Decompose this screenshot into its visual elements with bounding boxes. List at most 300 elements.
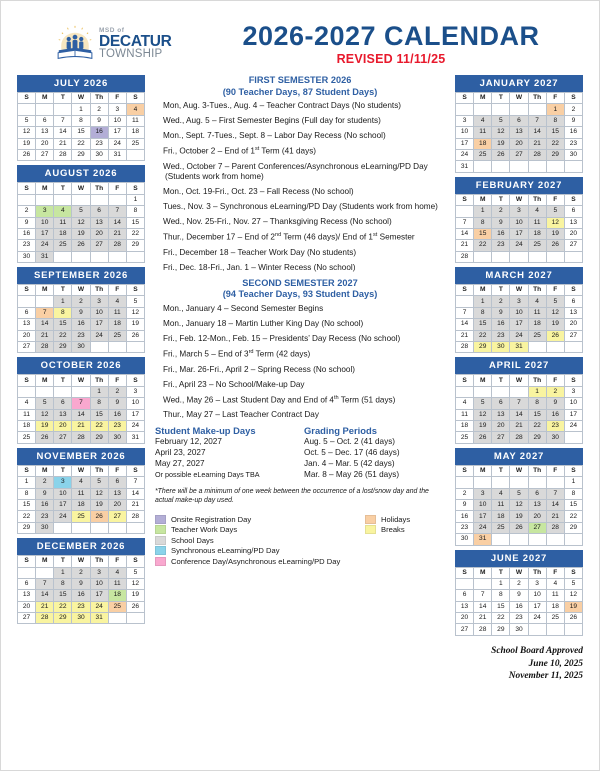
empty-day-cell bbox=[510, 477, 528, 488]
day-cell: 21 bbox=[474, 613, 492, 624]
month-grid bbox=[17, 284, 145, 353]
month-title: APRIL 2027 bbox=[455, 357, 583, 374]
day-cell: 9 bbox=[456, 499, 474, 510]
day-cell: 24 bbox=[564, 420, 582, 431]
day-cell: 22 bbox=[474, 330, 492, 341]
weekday-header: F bbox=[546, 194, 564, 205]
day-cell: 24 bbox=[474, 522, 492, 533]
day-cell: 6 bbox=[18, 307, 36, 318]
day-cell: 9 bbox=[36, 488, 54, 499]
day-cell: 26 bbox=[126, 601, 144, 612]
day-cell: 2 bbox=[36, 477, 54, 488]
day-cell: 9 bbox=[546, 398, 564, 409]
weekday-header: M bbox=[474, 465, 492, 476]
empty-day-cell bbox=[108, 251, 126, 262]
calendar-body bbox=[17, 75, 583, 683]
approval-line-3: November 11, 2025 bbox=[508, 671, 583, 682]
day-cell: 3 bbox=[528, 578, 546, 589]
day-cell: 11 bbox=[546, 590, 564, 601]
day-cell: 10 bbox=[510, 217, 528, 228]
weekday-header: W bbox=[72, 183, 90, 194]
empty-day-cell bbox=[18, 194, 36, 205]
event-item: Mon., January 4 – Second Semester Begins bbox=[163, 303, 324, 313]
day-cell: 5 bbox=[18, 115, 36, 126]
day-cell: 30 bbox=[72, 342, 90, 353]
day-cell: 18 bbox=[126, 127, 144, 138]
logo-decatur-text: DECATUR bbox=[99, 33, 172, 51]
event-item: Mon., Oct. 19-Fri., Oct. 23 – Fall Recess (No school) bbox=[163, 187, 354, 197]
weekday-header: M bbox=[36, 93, 54, 104]
day-cell: 1 bbox=[474, 296, 492, 307]
day-cell: 27 bbox=[528, 522, 546, 533]
day-cell: 24 bbox=[108, 138, 126, 149]
day-cell: 29 bbox=[18, 522, 36, 533]
weekday-header: F bbox=[546, 465, 564, 476]
legend-swatch-school bbox=[155, 536, 166, 545]
empty-day-cell bbox=[54, 251, 72, 262]
day-cell: 4 bbox=[546, 578, 564, 589]
day-cell: 17 bbox=[528, 601, 546, 612]
weekday-header: W bbox=[72, 93, 90, 104]
day-cell: 4 bbox=[528, 206, 546, 217]
day-cell: 12 bbox=[36, 409, 54, 420]
empty-day-cell bbox=[36, 567, 54, 578]
day-cell: 3 bbox=[510, 296, 528, 307]
day-cell: 20 bbox=[492, 420, 510, 431]
empty-day-cell bbox=[72, 194, 90, 205]
legend-item bbox=[155, 546, 355, 555]
day-cell: 12 bbox=[510, 499, 528, 510]
empty-day-cell bbox=[510, 104, 528, 115]
day-cell: 5 bbox=[510, 488, 528, 499]
day-cell: 25 bbox=[528, 240, 546, 251]
day-cell: 20 bbox=[564, 228, 582, 239]
day-cell: 21 bbox=[72, 420, 90, 431]
day-cell: 14 bbox=[72, 409, 90, 420]
day-cell: 23 bbox=[90, 138, 108, 149]
day-cell: 12 bbox=[546, 307, 564, 318]
day-cell: 6 bbox=[510, 115, 528, 126]
week-row bbox=[456, 161, 583, 172]
weekday-header: S bbox=[564, 285, 582, 296]
right-month-column bbox=[455, 75, 583, 683]
day-cell: 14 bbox=[456, 228, 474, 239]
legend-swatch-work bbox=[155, 525, 166, 534]
month-grid bbox=[455, 567, 583, 636]
day-cell: 6 bbox=[564, 296, 582, 307]
day-cell: 22 bbox=[564, 511, 582, 522]
empty-day-cell bbox=[474, 104, 492, 115]
day-cell: 24 bbox=[36, 240, 54, 251]
weekday-header: M bbox=[474, 194, 492, 205]
day-cell: 2 bbox=[546, 386, 564, 397]
day-cell: 9 bbox=[510, 590, 528, 601]
empty-day-cell bbox=[18, 296, 36, 307]
day-cell: 24 bbox=[54, 511, 72, 522]
month-block bbox=[17, 538, 145, 624]
day-cell: 19 bbox=[510, 511, 528, 522]
week-row bbox=[18, 206, 145, 217]
day-cell: 25 bbox=[528, 330, 546, 341]
day-cell: 10 bbox=[36, 217, 54, 228]
week-row bbox=[456, 127, 583, 138]
empty-day-cell bbox=[492, 477, 510, 488]
week-row bbox=[18, 104, 145, 115]
weekday-header: S bbox=[126, 93, 144, 104]
day-cell: 11 bbox=[72, 488, 90, 499]
weekday-header: S bbox=[126, 375, 144, 386]
day-cell: 9 bbox=[90, 115, 108, 126]
day-cell: 5 bbox=[36, 398, 54, 409]
weekday-header: S bbox=[456, 465, 474, 476]
list-line: February 12, 2027 bbox=[155, 437, 222, 447]
approval-line-2: June 10, 2025 bbox=[528, 658, 583, 669]
month-block bbox=[455, 177, 583, 263]
day-cell: 19 bbox=[72, 228, 90, 239]
weekday-header: F bbox=[546, 93, 564, 104]
day-cell: 12 bbox=[90, 488, 108, 499]
day-cell: 4 bbox=[474, 115, 492, 126]
day-cell: 31 bbox=[90, 613, 108, 624]
day-cell: 30 bbox=[36, 522, 54, 533]
month-grid bbox=[17, 465, 145, 534]
day-cell: 7 bbox=[126, 477, 144, 488]
month-title: JANUARY 2027 bbox=[455, 75, 583, 92]
day-cell: 24 bbox=[126, 420, 144, 431]
day-cell: 11 bbox=[528, 217, 546, 228]
day-cell: 30 bbox=[546, 432, 564, 443]
event-item: Fri., Mar. 26-Fri., April 2 – Spring Recess (No school) bbox=[163, 364, 356, 374]
day-cell: 17 bbox=[126, 409, 144, 420]
day-cell: 7 bbox=[510, 398, 528, 409]
day-cell: 20 bbox=[456, 613, 474, 624]
day-cell: 30 bbox=[492, 342, 510, 353]
week-row bbox=[456, 522, 583, 533]
day-cell: 22 bbox=[492, 613, 510, 624]
weekday-header: S bbox=[18, 465, 36, 476]
month-block bbox=[455, 448, 583, 546]
legend-item bbox=[155, 557, 355, 566]
day-cell: 30 bbox=[456, 534, 474, 545]
weekday-header: Th bbox=[528, 567, 546, 578]
day-cell: 20 bbox=[510, 138, 528, 149]
weekday-header: F bbox=[108, 93, 126, 104]
weekday-header: T bbox=[54, 285, 72, 296]
weekday-header: W bbox=[510, 194, 528, 205]
day-cell: 21 bbox=[456, 330, 474, 341]
day-cell: 20 bbox=[54, 420, 72, 431]
day-cell: 27 bbox=[18, 613, 36, 624]
day-cell: 16 bbox=[18, 228, 36, 239]
day-cell: 19 bbox=[36, 420, 54, 431]
week-row bbox=[456, 149, 583, 160]
day-cell: 22 bbox=[126, 228, 144, 239]
day-cell: 7 bbox=[474, 590, 492, 601]
day-cell: 3 bbox=[126, 386, 144, 397]
day-cell: 6 bbox=[90, 206, 108, 217]
day-cell: 28 bbox=[456, 342, 474, 353]
week-row bbox=[456, 330, 583, 341]
day-cell: 4 bbox=[108, 567, 126, 578]
day-cell: 12 bbox=[18, 127, 36, 138]
day-cell: 11 bbox=[456, 409, 474, 420]
empty-day-cell bbox=[474, 578, 492, 589]
week-row bbox=[456, 228, 583, 239]
weekday-header: W bbox=[72, 465, 90, 476]
day-cell: 9 bbox=[72, 307, 90, 318]
day-cell: 26 bbox=[546, 330, 564, 341]
empty-day-cell bbox=[546, 161, 564, 172]
weekday-header: M bbox=[36, 375, 54, 386]
day-cell: 6 bbox=[492, 398, 510, 409]
week-row bbox=[18, 432, 145, 443]
day-cell: 28 bbox=[108, 240, 126, 251]
weekday-header: F bbox=[108, 465, 126, 476]
week-row bbox=[18, 511, 145, 522]
list-line: Mar. 8 – May 26 (51 days) bbox=[304, 469, 400, 479]
day-cell: 4 bbox=[54, 206, 72, 217]
day-cell: 14 bbox=[546, 499, 564, 510]
day-cell: 22 bbox=[90, 420, 108, 431]
month-block bbox=[17, 357, 145, 443]
second-semester-title: SECOND SEMESTER 2027 bbox=[242, 277, 358, 288]
empty-day-cell bbox=[492, 534, 510, 545]
month-title: FEBRUARY 2027 bbox=[455, 177, 583, 194]
week-row bbox=[18, 330, 145, 341]
week-row bbox=[18, 488, 145, 499]
empty-day-cell bbox=[492, 251, 510, 262]
event-item: Wed., Aug. 5 – First Semester Begins (Full day for students) bbox=[163, 116, 381, 125]
month-grid bbox=[455, 194, 583, 263]
day-cell: 22 bbox=[528, 420, 546, 431]
day-cell: 9 bbox=[72, 578, 90, 589]
day-cell: 19 bbox=[474, 420, 492, 431]
day-cell: 16 bbox=[546, 409, 564, 420]
day-cell: 28 bbox=[126, 511, 144, 522]
week-row bbox=[456, 386, 583, 397]
day-cell: 16 bbox=[492, 319, 510, 330]
day-cell: 2 bbox=[72, 567, 90, 578]
day-cell: 13 bbox=[36, 127, 54, 138]
day-cell: 11 bbox=[126, 115, 144, 126]
makeup-heading: Student Make-up Days bbox=[155, 425, 256, 437]
week-row bbox=[456, 319, 583, 330]
week-row bbox=[18, 149, 145, 160]
weekday-header: W bbox=[72, 375, 90, 386]
week-row bbox=[456, 409, 583, 420]
month-block bbox=[455, 75, 583, 173]
day-cell: 10 bbox=[564, 398, 582, 409]
day-cell: 2 bbox=[18, 206, 36, 217]
day-cell: 3 bbox=[564, 386, 582, 397]
second-semester-event-list bbox=[155, 304, 445, 421]
week-row bbox=[18, 398, 145, 409]
day-cell: 8 bbox=[90, 398, 108, 409]
empty-day-cell bbox=[456, 477, 474, 488]
empty-day-cell bbox=[528, 624, 546, 635]
empty-day-cell bbox=[456, 578, 474, 589]
day-cell: 17 bbox=[90, 590, 108, 601]
day-cell: 8 bbox=[126, 206, 144, 217]
weekday-header: T bbox=[492, 194, 510, 205]
day-cell: 4 bbox=[72, 477, 90, 488]
day-cell: 8 bbox=[564, 488, 582, 499]
day-cell: 14 bbox=[474, 601, 492, 612]
day-cell: 10 bbox=[90, 307, 108, 318]
grading-lines bbox=[304, 437, 445, 480]
day-cell: 12 bbox=[126, 578, 144, 589]
month-title: SEPTEMBER 2026 bbox=[17, 267, 145, 284]
day-cell: 8 bbox=[54, 307, 72, 318]
day-cell: 23 bbox=[492, 330, 510, 341]
day-cell: 31 bbox=[510, 342, 528, 353]
weekday-header: W bbox=[510, 375, 528, 386]
day-cell: 7 bbox=[36, 307, 54, 318]
day-cell: 29 bbox=[546, 149, 564, 160]
day-cell: 18 bbox=[456, 420, 474, 431]
day-cell: 23 bbox=[72, 330, 90, 341]
day-cell: 23 bbox=[492, 240, 510, 251]
weekday-header: M bbox=[474, 375, 492, 386]
day-cell: 14 bbox=[126, 488, 144, 499]
day-cell: 5 bbox=[72, 206, 90, 217]
empty-day-cell bbox=[546, 477, 564, 488]
month-title: MARCH 2027 bbox=[455, 267, 583, 284]
grading-heading: Grading Periods bbox=[304, 425, 377, 437]
day-cell: 20 bbox=[108, 499, 126, 510]
legend-swatch-conf bbox=[155, 557, 166, 566]
week-row bbox=[18, 613, 145, 624]
revised-badge: REVISED 11/11/25 bbox=[336, 52, 446, 67]
day-cell: 27 bbox=[564, 330, 582, 341]
weekday-header: S bbox=[18, 285, 36, 296]
day-cell: 13 bbox=[564, 307, 582, 318]
day-cell: 19 bbox=[18, 138, 36, 149]
week-row bbox=[456, 511, 583, 522]
day-cell: 31 bbox=[456, 161, 474, 172]
month-grid bbox=[455, 284, 583, 353]
day-cell: 24 bbox=[456, 149, 474, 160]
day-cell: 16 bbox=[456, 511, 474, 522]
weekday-header: S bbox=[456, 567, 474, 578]
week-row bbox=[456, 477, 583, 488]
weekday-header: Th bbox=[528, 285, 546, 296]
day-cell: 3 bbox=[90, 296, 108, 307]
day-cell: 15 bbox=[564, 499, 582, 510]
day-cell: 4 bbox=[108, 296, 126, 307]
day-cell: 9 bbox=[492, 307, 510, 318]
legend-label: Conference Day/Asynchronous eLearning/PD Day bbox=[171, 556, 341, 566]
weekday-header: S bbox=[564, 194, 582, 205]
day-cell: 27 bbox=[18, 342, 36, 353]
legend-item bbox=[365, 515, 410, 524]
week-row bbox=[18, 342, 145, 353]
event-item: Fri., Dec. 18-Fri., Jan. 1 – Winter Recess (No school) bbox=[163, 262, 356, 272]
day-cell: 2 bbox=[492, 206, 510, 217]
event-item: Thur., May 27 – Last Teacher Contract Day bbox=[163, 410, 319, 420]
day-cell: 15 bbox=[54, 319, 72, 330]
list-line: Jan. 4 – Mar. 5 (42 days) bbox=[304, 459, 395, 469]
day-cell: 7 bbox=[54, 115, 72, 126]
day-cell: 20 bbox=[18, 601, 36, 612]
day-cell: 22 bbox=[474, 240, 492, 251]
weekday-header: S bbox=[456, 93, 474, 104]
day-cell: 13 bbox=[456, 601, 474, 612]
day-cell: 20 bbox=[18, 330, 36, 341]
day-cell: 17 bbox=[54, 499, 72, 510]
week-row bbox=[456, 104, 583, 115]
empty-day-cell bbox=[456, 386, 474, 397]
day-cell: 14 bbox=[510, 409, 528, 420]
empty-day-cell bbox=[564, 534, 582, 545]
day-cell: 11 bbox=[108, 307, 126, 318]
day-cell: 10 bbox=[126, 398, 144, 409]
day-cell: 17 bbox=[108, 127, 126, 138]
empty-day-cell bbox=[36, 296, 54, 307]
weekday-header: M bbox=[36, 556, 54, 567]
decatur-township-seal-icon bbox=[55, 24, 95, 64]
empty-day-cell bbox=[474, 477, 492, 488]
day-cell: 28 bbox=[528, 149, 546, 160]
day-cell: 16 bbox=[492, 228, 510, 239]
day-cell: 5 bbox=[546, 296, 564, 307]
empty-day-cell bbox=[36, 194, 54, 205]
day-cell: 1 bbox=[546, 104, 564, 115]
day-cell: 29 bbox=[126, 240, 144, 251]
day-cell: 15 bbox=[72, 127, 90, 138]
month-title: NOVEMBER 2026 bbox=[17, 448, 145, 465]
day-cell: 13 bbox=[510, 127, 528, 138]
event-item: Mon, Aug. 3-Tues., Aug. 4 – Teacher Contract Days (No students) bbox=[163, 101, 402, 110]
weekday-header: T bbox=[54, 375, 72, 386]
day-cell: 15 bbox=[474, 228, 492, 239]
week-row bbox=[18, 228, 145, 239]
day-cell: 15 bbox=[492, 601, 510, 612]
day-cell: 15 bbox=[90, 409, 108, 420]
day-cell: 6 bbox=[18, 578, 36, 589]
approval-line-1: School Board Approved bbox=[491, 645, 583, 656]
week-row bbox=[18, 138, 145, 149]
week-row bbox=[18, 296, 145, 307]
day-cell: 19 bbox=[126, 319, 144, 330]
day-cell: 29 bbox=[564, 522, 582, 533]
weekday-header: S bbox=[564, 375, 582, 386]
day-cell: 8 bbox=[474, 217, 492, 228]
day-cell: 20 bbox=[90, 228, 108, 239]
day-cell: 30 bbox=[108, 432, 126, 443]
day-cell: 5 bbox=[564, 578, 582, 589]
day-cell: 19 bbox=[546, 319, 564, 330]
empty-day-cell bbox=[546, 342, 564, 353]
week-row bbox=[456, 420, 583, 431]
legend-column-secondary bbox=[365, 515, 410, 566]
day-cell: 12 bbox=[546, 217, 564, 228]
day-cell: 28 bbox=[510, 432, 528, 443]
day-cell: 24 bbox=[90, 601, 108, 612]
day-cell: 21 bbox=[36, 601, 54, 612]
day-cell: 25 bbox=[108, 601, 126, 612]
month-grid bbox=[17, 374, 145, 443]
empty-day-cell bbox=[36, 104, 54, 115]
day-cell: 29 bbox=[90, 432, 108, 443]
event-item: Mon., Sept. 7-Tues., Sept. 8 – Labor Day Recess (No school) bbox=[163, 131, 386, 140]
day-cell: 27 bbox=[54, 432, 72, 443]
makeup-lines bbox=[155, 437, 296, 469]
day-cell: 26 bbox=[564, 613, 582, 624]
week-row bbox=[18, 578, 145, 589]
day-cell: 26 bbox=[126, 330, 144, 341]
empty-day-cell bbox=[72, 386, 90, 397]
